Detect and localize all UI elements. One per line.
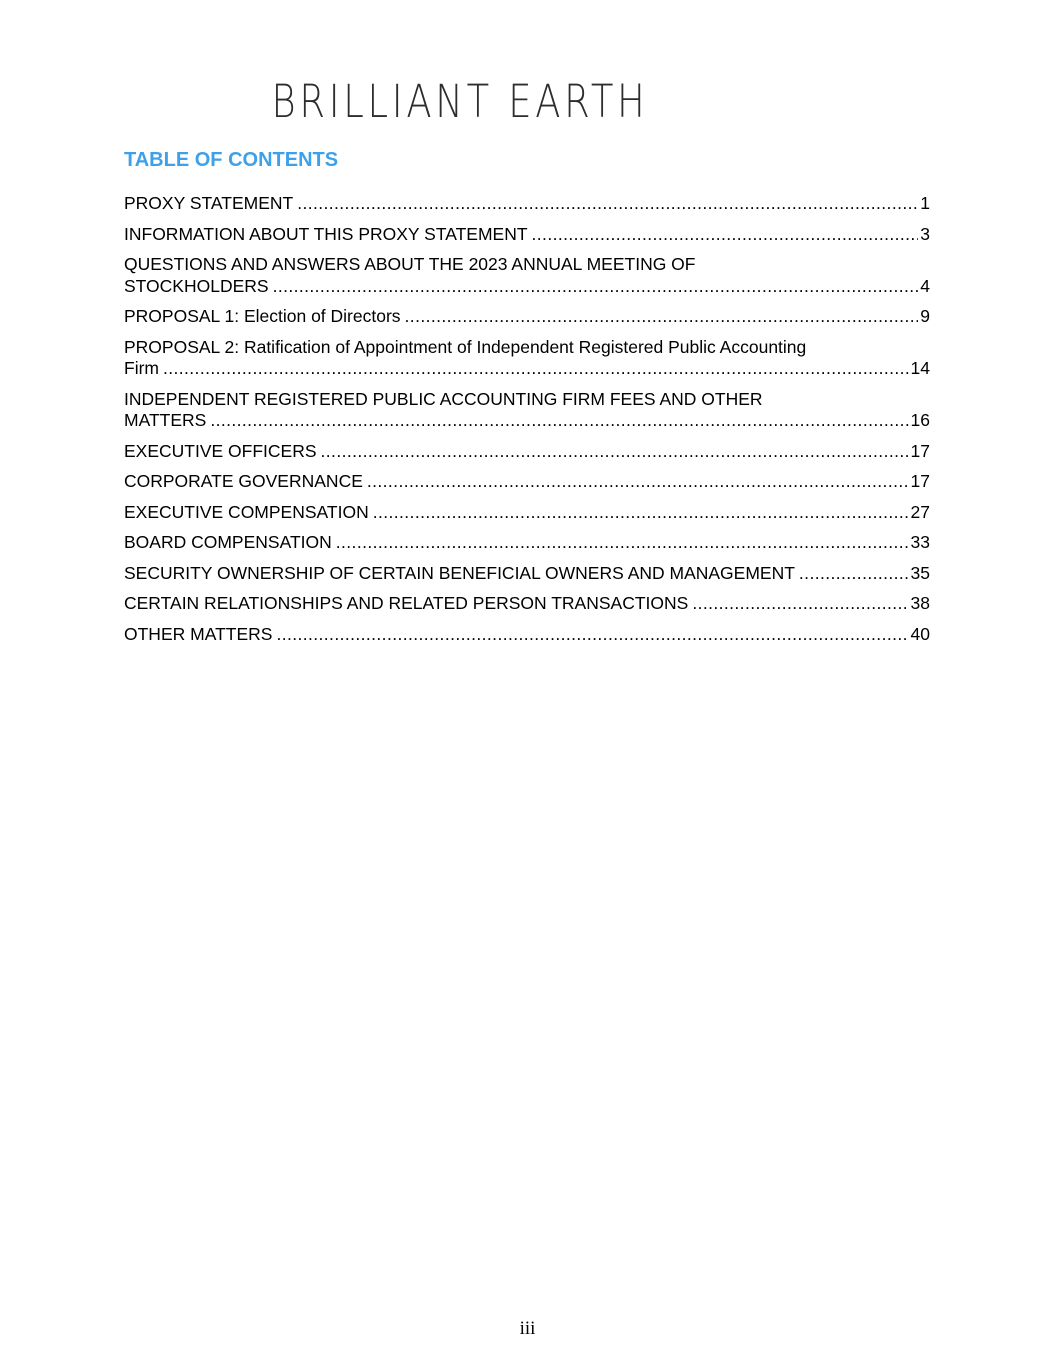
toc-entry-page: 3 — [920, 223, 930, 244]
dot-leader — [367, 471, 909, 493]
dot-leader — [210, 410, 908, 432]
toc-title: TABLE OF CONTENTS — [124, 149, 339, 171]
toc-entry-proxy-statement[interactable] — [124, 193, 930, 215]
toc-entry-label: CERTAIN RELATIONSHIPS AND RELATED PERSON TRANSACTIONS — [124, 593, 689, 613]
toc-entry-other-matters[interactable] — [124, 624, 930, 646]
toc-entry-page: 38 — [910, 593, 930, 613]
toc-entry-board-compensation[interactable] — [124, 532, 930, 554]
dot-leader — [276, 624, 908, 646]
dot-leader — [273, 276, 919, 298]
dot-leader — [405, 306, 919, 328]
toc-entry-questions-and-answers[interactable] — [124, 254, 930, 297]
toc-entry-information-about-proxy[interactable] — [124, 224, 930, 246]
toc-entry-page: 14 — [910, 358, 930, 378]
dot-leader — [297, 193, 918, 215]
toc-entry-corporate-governance[interactable] — [124, 471, 930, 493]
toc-entry-page: 27 — [910, 501, 930, 522]
toc-entry-page: 40 — [910, 623, 930, 644]
toc-entry-related-person-transactions[interactable] — [124, 593, 930, 615]
toc-entry-label: MATTERS — [124, 410, 207, 430]
toc-entry-page: 9 — [920, 306, 930, 326]
dot-leader — [336, 532, 909, 554]
table-of-contents — [124, 193, 930, 654]
toc-entry-label-line1: PROPOSAL 2: Ratification of Appointment of Independent Registered Public Accounting — [124, 336, 807, 357]
dot-leader — [373, 502, 909, 524]
toc-entry-label: EXECUTIVE OFFICERS — [124, 440, 317, 461]
toc-entry-label: BOARD COMPENSATION — [124, 532, 332, 552]
toc-entry-label: EXECUTIVE COMPENSATION — [124, 501, 369, 522]
toc-entry-page: 4 — [920, 275, 930, 296]
toc-entry-label: PROPOSAL 1: Election of Directors — [124, 306, 401, 326]
toc-entry-label-line1: INDEPENDENT REGISTERED PUBLIC ACCOUNTING FIRM FEES AND OTHER — [124, 388, 763, 409]
toc-entry-label: CORPORATE GOVERNANCE — [124, 471, 363, 491]
toc-entry-proposal-1[interactable] — [124, 306, 930, 328]
toc-entry-label: INFORMATION ABOUT THIS PROXY STATEMENT — [124, 223, 528, 244]
toc-entry-label-line1: QUESTIONS AND ANSWERS ABOUT THE 2023 ANNUAL MEETING OF — [124, 254, 696, 274]
toc-entry-label: Firm — [124, 358, 159, 378]
toc-entry-page: 35 — [910, 562, 930, 583]
dot-leader — [321, 441, 909, 463]
toc-entry-page: 33 — [910, 532, 930, 552]
page-number: iii — [519, 1318, 536, 1339]
toc-entry-proposal-2[interactable] — [124, 337, 930, 380]
toc-entry-executive-officers[interactable] — [124, 441, 930, 463]
dot-leader — [532, 224, 919, 246]
dot-leader — [799, 563, 909, 585]
dot-leader — [163, 358, 909, 380]
toc-entry-page: 17 — [910, 440, 930, 461]
toc-entry-label: PROXY STATEMENT — [124, 193, 294, 213]
toc-entry-page: 16 — [910, 410, 930, 430]
toc-entry-executive-compensation[interactable] — [124, 502, 930, 524]
toc-entry-label: OTHER MATTERS — [124, 623, 273, 644]
toc-entry-page: 17 — [910, 471, 930, 491]
toc-entry-security-ownership[interactable] — [124, 563, 930, 585]
toc-entry-accounting-firm-fees[interactable] — [124, 389, 930, 432]
toc-entry-page: 1 — [920, 193, 930, 213]
dot-leader — [692, 593, 908, 615]
toc-entry-label: SECURITY OWNERSHIP OF CERTAIN BENEFICIAL OWNERS AND MANAGEMENT — [124, 562, 795, 583]
toc-entry-label: STOCKHOLDERS — [124, 275, 269, 296]
brand-logo: BRILLIANT EARTH — [271, 75, 649, 128]
